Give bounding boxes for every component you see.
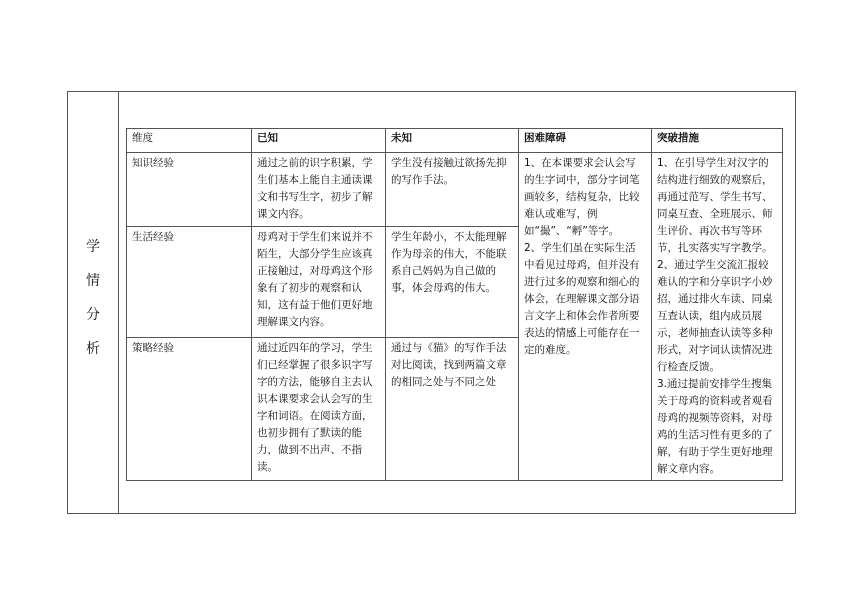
difficulty-item: 1、在本课要求会认会写的生字词中，部分字词笔画较多，结构复杂，比较难认或难写，例如“撮”、“孵”等字。 [524,157,640,237]
header-unknown: 未知 [386,129,519,153]
header-measures: 突破措施 [652,129,783,153]
measure-item: 1、在引导学生对汉字的结构进行细致的观察后，再通过范写、学生书写、同桌互查、全班展示、师生评价、再次书写等环节，扎实落实写字教学。 [657,157,773,254]
header-known: 已知 [252,129,386,153]
side-label-char: 析 [86,341,100,357]
unknown-cell: 学生没有接触过欲扬先抑的写作手法。 [386,153,519,227]
difficulty-item: 2、学生们虽在实际生活中看见过母鸡，但并没有进行过多的观察和细心的体会，在理解课文部分语言文字上和体会作者所要表达的情感上可能存在一定的难度。 [524,242,640,356]
known-cell: 母鸡对于学生们来说并不陌生，大部分学生应该真正接触过，对母鸡这个形象有了初步的观察和认知，这有益于他们更好地理解课文内容。 [252,226,386,337]
side-label-char: 分 [86,307,100,323]
known-cell: 通过近四年的学习，学生们已经掌握了很多识字写字的方法，能够自主去认识本课要求会认会写的生字和词语。在阅读方面，也初步拥有了默读的能力，做到不出声、不指读。 [252,338,386,481]
analysis-table [126,128,783,481]
side-label-column [68,92,119,513]
side-label-char: 情 [86,273,100,289]
dimension-cell: 生活经验 [127,226,252,337]
dimension-cell: 知识经验 [127,153,252,227]
side-label-char: 学 [86,239,100,255]
side-label [68,230,118,366]
dimension-cell: 策略经验 [127,338,252,481]
unknown-cell: 学生年龄小，不太能理解作为母亲的伟大，不能联系自己妈妈为自己做的事，体会母鸡的伟大。 [386,226,519,337]
analysis-frame [67,91,796,514]
measure-item: 2、通过学生交流汇报较难认的字和分享识字小妙招，通过排火车读、同桌互查认读，组内成员展示，老师抽查认读等多种形式，对字词认读情况进行检查反馈。 [657,259,773,373]
measure-item: 3.通过提前安排学生搜集关于母鸡的资料或者观看母鸡的视频等资料，对母鸡的生活习性有更多的了解，有助于学生更好地理解文章内容。 [657,378,773,475]
unknown-cell: 通过与《猫》的写作手法对比阅读，找到两篇文章的相同之处与不同之处 [386,338,519,481]
known-cell: 通过之前的识字积累，学生们基本上能自主通读课文和书写生字，初步了解课文内容。 [252,153,386,227]
header-row [127,129,783,153]
header-dimension: 维度 [127,129,252,153]
header-difficulties: 困难障碍 [519,129,652,153]
measures-cell [652,153,783,481]
table-row [127,153,783,227]
difficulties-cell [519,153,652,481]
